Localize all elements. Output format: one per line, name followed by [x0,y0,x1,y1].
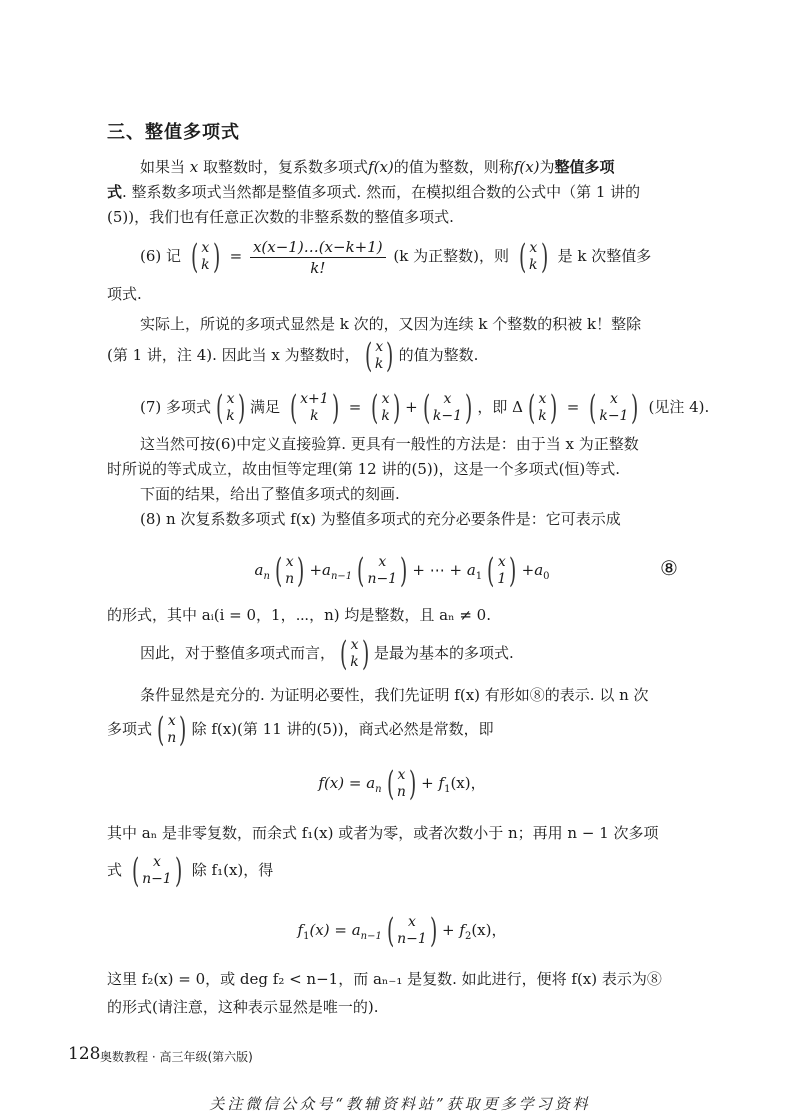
text: 是最为基本的多项式. [374,644,514,662]
text: 除 f(x)(第 11 讲的(5))，商式必然是常数，即 [191,720,494,738]
binomial-x-k: ( x k ) [364,336,394,376]
text: 因此，对于整值多项式而言， [140,644,336,662]
text: 满足 [250,398,281,416]
binomial-x-nm1: ( x n−1 ) [386,911,438,951]
binomial-x-n: ( x n ) [157,710,187,750]
text: 是 k 次整值多 [557,247,652,265]
binomial-x1-k: ( x+1 k ) [289,388,339,428]
equals: = [348,398,362,416]
page-number: 128 [68,1044,101,1064]
equation-f1x: $f_1(x) = a_{n-1}$ ( x n−1 ) + $f_2(x)$， [297,911,507,951]
binomial-x-km1: ( x k−1 ) [589,388,639,428]
para-7-line-1: 条件显然是充分的. 为证明必要性，我们先证明 f(x) 有形如⑧的表示. 以 n 次 [140,686,649,704]
binomial-x-n: ( x n ) [386,764,417,804]
binomial-x-nm1: ( x n−1 ) [131,851,182,891]
prop-7-line [140,387,730,427]
para-2-line-2 [107,336,697,376]
para-5-line-1: 的形式，其中 aᵢ(i = 0，1，⋯，n) 均是整数，且 aₙ ≠ 0. [107,606,491,624]
equals: = [566,398,580,416]
binomial-x-k: ( x k ) [527,388,557,428]
para-9-line-2: 的形式(请注意，这种表示显然是唯一的). [107,998,379,1016]
fraction: $\frac{x(x-1)\dots(x-k+1)}{k!}$ [250,237,386,278]
equals: = [229,247,243,265]
text: 的值为整数. [398,346,479,364]
para-6-line-1 [140,634,730,674]
prop-8-line: (8) n 次复系数多项式 f(x) 为整值多项式的充分必要条件是：它可表示成 [140,510,621,528]
text: 的值为整数，则称 [393,158,514,176]
binomial-x-k: ( x k ) [190,237,220,277]
para-3-line-2: 时所说的等式成立，故由恒等定理(第 12 讲的(5))，这是一个多项式(恒)等式. [107,460,621,478]
text: (k 为正整数)，则 [393,247,509,265]
binomial-x-k: ( x k ) [340,634,370,674]
math-fx: f(x) [368,158,394,176]
text: 除 f₁(x)，得 [191,861,274,879]
text: (第 1 讲，注 4). 因此当 x 为整数时， [107,346,360,364]
binomial-x-k: ( x k ) [216,388,246,428]
equation-fx: $f(x) = a_n$ ( x n ) + $f_1(x)$， [318,764,486,804]
para-8-line-1: 其中 aₙ 是非零复数，而余式 f₁(x) 或者为零，或者次数小于 n；再用 n − 1 次多项 [107,824,659,842]
bold-term: 式 [107,183,123,201]
binomial-x-k: ( x k ) [518,237,548,277]
text: . 整系数多项式当然都是整值多项式. 然而，在模拟组合数的公式中（第 1 讲的 [122,183,641,201]
para-1-line-3: (5))，我们也有任意正次数的非整系数的整值多项式. [107,208,454,226]
text: 如果当 [140,158,186,176]
text: 为 [539,158,555,176]
math-fx: f(x) [513,158,540,176]
prop-6-line-2: 项式. [107,285,142,303]
text: (见注 4). [648,398,710,416]
math-x: x [189,158,199,176]
binomial-x-1: ( x 1 ) [487,551,517,591]
prop-6-line [140,236,730,278]
binomial-x-k: ( x k ) [371,388,401,428]
para-2-line-1: 实际上，所说的多项式显然是 k 次的，又因为连续 k 个整数的积被 k！整除 [140,315,642,333]
text: ，即 Δ [477,398,523,416]
text: (6) 记 [140,247,182,265]
bold-term: 整值多项 [554,158,615,176]
binomial-x-km1: ( x k−1 ) [422,388,473,428]
binomial-x-n: ( x n ) [274,551,305,591]
para-7-line-2 [107,710,697,750]
para-9-line-1: 这里 f₂(x) = 0，或 deg f₂ < n−1，而 aₙ₋₁ 是复数. 如此进行，便将 f(x) 表示为⑧ [107,970,662,988]
text: 式 [107,861,123,879]
para-1-line-1 [140,156,730,178]
para-3-line-1: 这当然可按(6)中定义直接验算. 更具有一般性的方法是：由于当 x 为正整数 [140,435,639,453]
plus: + [405,398,418,416]
binomial-x-nm1: ( x n−1 ) [357,551,408,591]
equation-number-8: ⑧ [660,556,678,580]
text: 取整数时，复系数多项式 [203,158,369,176]
text: 多项式 [107,720,153,738]
text: (7) 多项式 [140,398,212,416]
section-heading: 三、整值多项式 [107,122,240,143]
equation-8: $a_n$ ( x n ) $+a_{n-1}$ ( x n−1 ) + ⋯ + $a_1$ ( x 1 ) $+a_0$ [254,551,550,591]
para-1-line-2 [107,181,697,203]
para-4-line-1: 下面的结果，给出了整值多项式的刻画. [140,485,400,503]
promo-footer-text: 关注微信公众号“教辅资料站”获取更多学习资料 [209,1095,591,1113]
para-8-line-2 [107,850,697,890]
book-title: 奥数教程 · 高三年级(第六版) [100,1050,253,1064]
